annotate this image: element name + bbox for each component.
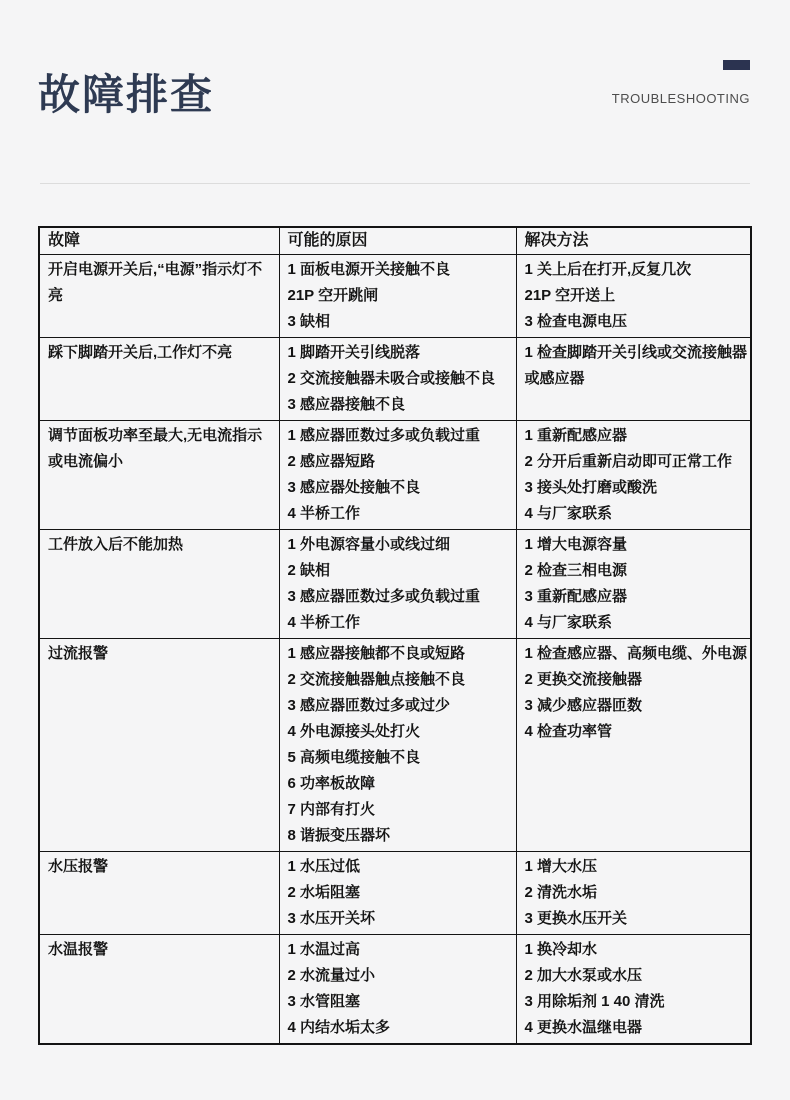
cell-line: 3 重新配感应器 xyxy=(524,588,628,605)
cell-line: 4 外电源接头处打火 xyxy=(287,723,421,740)
cell-line: 1 感应器接触都不良或短路 xyxy=(287,645,466,662)
cell-line: 1 面板电源开关接触不良 xyxy=(287,261,451,278)
cell-line: 踩下脚踏开关后,工作灯不亮 xyxy=(48,344,233,361)
cell-line: 4 半桥工作 xyxy=(287,505,361,522)
cell-line: 3 缺相 xyxy=(287,313,331,330)
table-row xyxy=(39,530,751,639)
cell-line: 调节面板功率至最大,无电流指示或电流偏小 xyxy=(48,427,263,470)
cell-line: 2 缺相 xyxy=(287,562,331,579)
solutions-cell xyxy=(516,421,751,530)
cell-line: 7 内部有打火 xyxy=(287,801,376,818)
cell-line: 1 外电源容量小或线过细 xyxy=(287,536,451,553)
header-divider xyxy=(40,183,750,184)
cell-line: 3 检查电源电压 xyxy=(524,313,628,330)
cell-line: 3 感应器接触不良 xyxy=(287,396,406,413)
cell-line: 1 水压过低 xyxy=(287,858,361,875)
solutions-cell xyxy=(516,255,751,338)
solutions-cell xyxy=(516,852,751,935)
header-right xyxy=(612,60,750,106)
cell-line: 3 感应器匝数过多或过少 xyxy=(287,697,451,714)
solutions-cell xyxy=(516,935,751,1045)
fault-cell xyxy=(39,338,279,421)
cell-line: 1 增大水压 xyxy=(524,858,598,875)
solutions-cell xyxy=(516,530,751,639)
fault-cell xyxy=(39,935,279,1045)
cell-line: 1 脚踏开关引线脱落 xyxy=(287,344,421,361)
cell-line: 3 水管阻塞 xyxy=(287,993,361,1010)
column-header-fault: 故障 xyxy=(39,227,279,255)
cell-line: 4 半桥工作 xyxy=(287,614,361,631)
cell-line: 2 水垢阻塞 xyxy=(287,884,361,901)
table-row xyxy=(39,421,751,530)
causes-cell xyxy=(279,530,516,639)
cell-line: 1 增大电源容量 xyxy=(524,536,628,553)
solutions-cell xyxy=(516,639,751,852)
table-row xyxy=(39,852,751,935)
fault-cell xyxy=(39,639,279,852)
causes-cell xyxy=(279,935,516,1045)
column-header-solutions: 解决方法 xyxy=(516,227,751,255)
cell-line: 2 感应器短路 xyxy=(287,453,376,470)
cell-line: 1 感应器匝数过多或负载过重 xyxy=(287,427,481,444)
table-row xyxy=(39,935,751,1045)
table-row xyxy=(39,338,751,421)
cell-line: 21P 空开送上 xyxy=(524,287,616,304)
cell-line: 2 交流接触器未吸合或接触不良 xyxy=(287,370,496,387)
cell-line: 3 减少感应器匝数 xyxy=(524,697,643,714)
cell-line: 4 内结水垢太多 xyxy=(287,1019,391,1036)
cell-line: 4 检查功率管 xyxy=(524,723,613,740)
solutions-cell xyxy=(516,338,751,421)
fault-cell xyxy=(39,421,279,530)
cell-line: 过流报警 xyxy=(48,645,109,662)
cell-line: 4 更换水温继电器 xyxy=(524,1019,643,1036)
troubleshooting-table xyxy=(38,226,752,1045)
cell-line: 2 清洗水垢 xyxy=(524,884,598,901)
cell-line: 开启电源开关后,“电源”指示灯不亮 xyxy=(48,261,263,304)
causes-cell xyxy=(279,421,516,530)
cell-line: 4 与厂家联系 xyxy=(524,505,613,522)
cell-line: 8 谐振变压器坏 xyxy=(287,827,391,844)
table-row xyxy=(39,255,751,338)
cell-line: 2 交流接触器触点接触不良 xyxy=(287,671,466,688)
page-header xyxy=(38,60,750,140)
cell-line: 3 感应器匝数过多或负载过重 xyxy=(287,588,481,605)
cell-line: 2 分开后重新启动即可正常工作 xyxy=(524,453,733,470)
cell-line: 1 水温过高 xyxy=(287,941,361,958)
table-body xyxy=(39,255,751,1045)
cell-line: 1 换冷却水 xyxy=(524,941,598,958)
cell-line: 2 检查三相电源 xyxy=(524,562,628,579)
cell-line: 3 感应器处接触不良 xyxy=(287,479,421,496)
cell-line: 21P 空开跳闸 xyxy=(287,287,379,304)
cell-line: 3 接头处打磨或酸洗 xyxy=(524,479,658,496)
cell-line: 2 更换交流接触器 xyxy=(524,671,643,688)
causes-cell xyxy=(279,255,516,338)
cell-line: 水压报警 xyxy=(48,858,109,875)
cell-line: 4 与厂家联系 xyxy=(524,614,613,631)
page-subtitle: TROUBLESHOOTING xyxy=(611,91,750,106)
cell-line: 1 检查脚踏开关引线或交流接触器或感应器 xyxy=(524,344,748,387)
causes-cell xyxy=(279,852,516,935)
cell-line: 2 水流量过小 xyxy=(287,967,376,984)
table-row xyxy=(39,639,751,852)
column-header-causes: 可能的原因 xyxy=(279,227,516,255)
cell-line: 1 检查感应器、高频电缆、外电源 xyxy=(524,645,748,662)
cell-line: 3 用除垢剂 1 40 清洗 xyxy=(524,993,665,1010)
accent-bar-icon xyxy=(723,60,750,70)
fault-cell xyxy=(39,530,279,639)
causes-cell xyxy=(279,639,516,852)
cell-line: 3 水压开关坏 xyxy=(287,910,376,927)
fault-cell xyxy=(39,852,279,935)
cell-line: 工件放入后不能加热 xyxy=(48,536,184,553)
cell-line: 水温报警 xyxy=(48,941,109,958)
cell-line: 1 重新配感应器 xyxy=(524,427,628,444)
cell-line: 5 高频电缆接触不良 xyxy=(287,749,421,766)
fault-cell xyxy=(39,255,279,338)
cell-line: 6 功率板故障 xyxy=(287,775,376,792)
causes-cell xyxy=(279,338,516,421)
cell-line: 3 更换水压开关 xyxy=(524,910,628,927)
page-title: 故障排查 xyxy=(38,71,215,118)
cell-line: 1 关上后在打开,反复几次 xyxy=(524,261,692,278)
cell-line: 2 加大水泵或水压 xyxy=(524,967,643,984)
table-header-row xyxy=(39,227,751,255)
